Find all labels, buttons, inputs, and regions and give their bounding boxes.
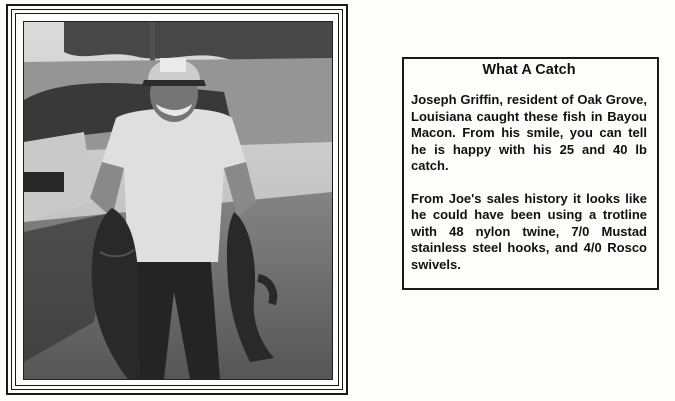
caption-title: What A Catch: [482, 62, 576, 78]
photo-frame: [6, 4, 348, 395]
caption-paragraph-2: From Joe's sales history it looks like he could have been using a trotline with 48 nylon twine, 7/0 Mustad stainless steel hooks, and 4/0 Rosco swivels.: [411, 190, 647, 272]
catch-photo: [23, 21, 333, 380]
caption-box: [402, 57, 659, 290]
caption-paragraph-1: Joseph Griffin, resident of Oak Grove, Louisiana caught these fish in Bayou Macon. From his smile, you can tell he is happy with his 25 and 40 lb catch.: [411, 92, 647, 173]
catch-photo-image: [24, 22, 332, 379]
